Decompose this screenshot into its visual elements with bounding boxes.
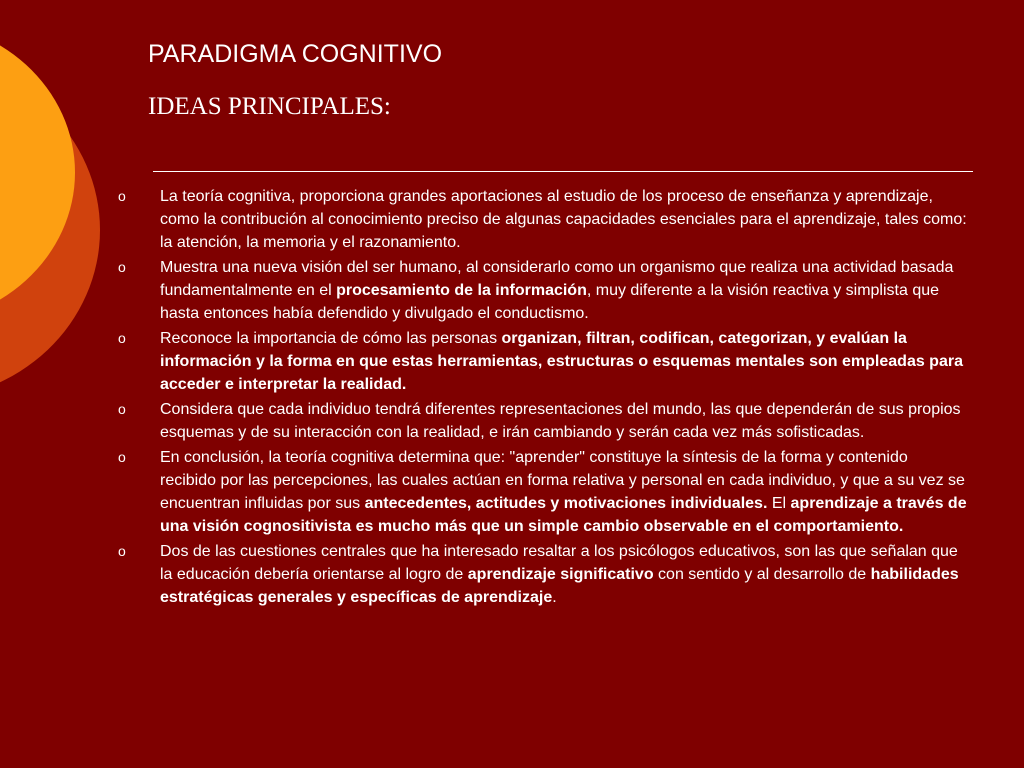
bullet-text-bold: organizan, filtran, codifican, categorizan, y evalúan la información y la forma en que estas herramientas, estructuras o esquemas mentales son empleadas para acceder e interpretar la realidad. [160, 330, 963, 393]
bullet-marker-icon: o [118, 330, 126, 346]
bullet-text-bold: habilidades estratégicas generales y específicas de aprendizaje [160, 566, 959, 606]
bullet-text [160, 401, 961, 441]
bullet-text-segment: , muy diferente a la visión reactiva y simplista que hasta entonces había defendido y divulgado el conductismo. [160, 282, 940, 322]
bullet-text-bold: aprendizaje significativo [467, 566, 654, 583]
bullet-text [160, 330, 963, 393]
bullet-text [160, 259, 953, 322]
bullet-text-segment: El [767, 495, 791, 512]
bullet-text-segment: Dos de las cuestiones centrales que ha interesado resaltar a los psicólogos educativos, son las que señalan que la educación debería orientarse al logro de [160, 543, 958, 583]
bullet-text [160, 449, 967, 535]
bullet-text-segment: En conclusión, la teoría cognitiva determina que: "aprender" constituye la síntesis de la forma y contenido recibido por las percepciones, las cuales actúan en forma relativa y personal en cada individuo, y que a su vez se encuentran influidas por sus [160, 449, 965, 512]
bullet-text-segment: con sentido y al desarrollo de [653, 566, 871, 583]
bullet-item [118, 327, 968, 396]
bullet-marker-icon: o [118, 259, 126, 275]
bullet-text [160, 188, 967, 251]
bullet-list [118, 185, 968, 611]
bullet-text-segment: La teoría cognitiva, proporciona grandes aportaciones al estudio de los proceso de enseñanza y aprendizaje, como la contribución al conocimiento preciso de algunas capacidades esenciales para el aprendizaje, tales como: la atención, la memoria y el razonamiento. [160, 188, 967, 251]
slide-title: PARADIGMA COGNITIVO [148, 40, 443, 68]
bullet-text-segment: Reconoce la importancia de cómo las personas [160, 330, 502, 347]
bullet-marker-icon: o [118, 401, 126, 417]
bullet-text-segment: Muestra una nueva visión del ser humano, al considerarlo como un organismo que realiza una actividad basada fundamentalmente en el [160, 259, 954, 299]
bullet-text-bold: aprendizaje a través de una visión cognositivista es mucho más que un simple cambio observable en el comportamiento. [160, 495, 967, 535]
bullet-text [160, 543, 959, 606]
bullet-text-segment: Considera que cada individuo tendrá diferentes representaciones del mundo, las que dependerán de sus propios esquemas y de su interacción con la realidad, e irán cambiando y serán cada vez más sofisticadas. [160, 401, 961, 441]
bullet-item [118, 398, 968, 444]
title-divider [153, 171, 973, 172]
bullet-item [118, 185, 968, 254]
bullet-marker-icon: o [118, 449, 126, 465]
bullet-text-bold: procesamiento de la información [336, 282, 587, 299]
bullet-text-segment: . [552, 589, 557, 606]
bullet-marker-icon: o [118, 543, 126, 559]
bullet-item [118, 256, 968, 325]
bullet-text-bold: antecedentes, actitudes y motivaciones individuales. [364, 495, 768, 512]
slide-subtitle: IDEAS PRINCIPALES: [148, 93, 391, 120]
bullet-marker-icon: o [118, 188, 126, 204]
bullet-item [118, 446, 968, 538]
bullet-item [118, 540, 968, 609]
